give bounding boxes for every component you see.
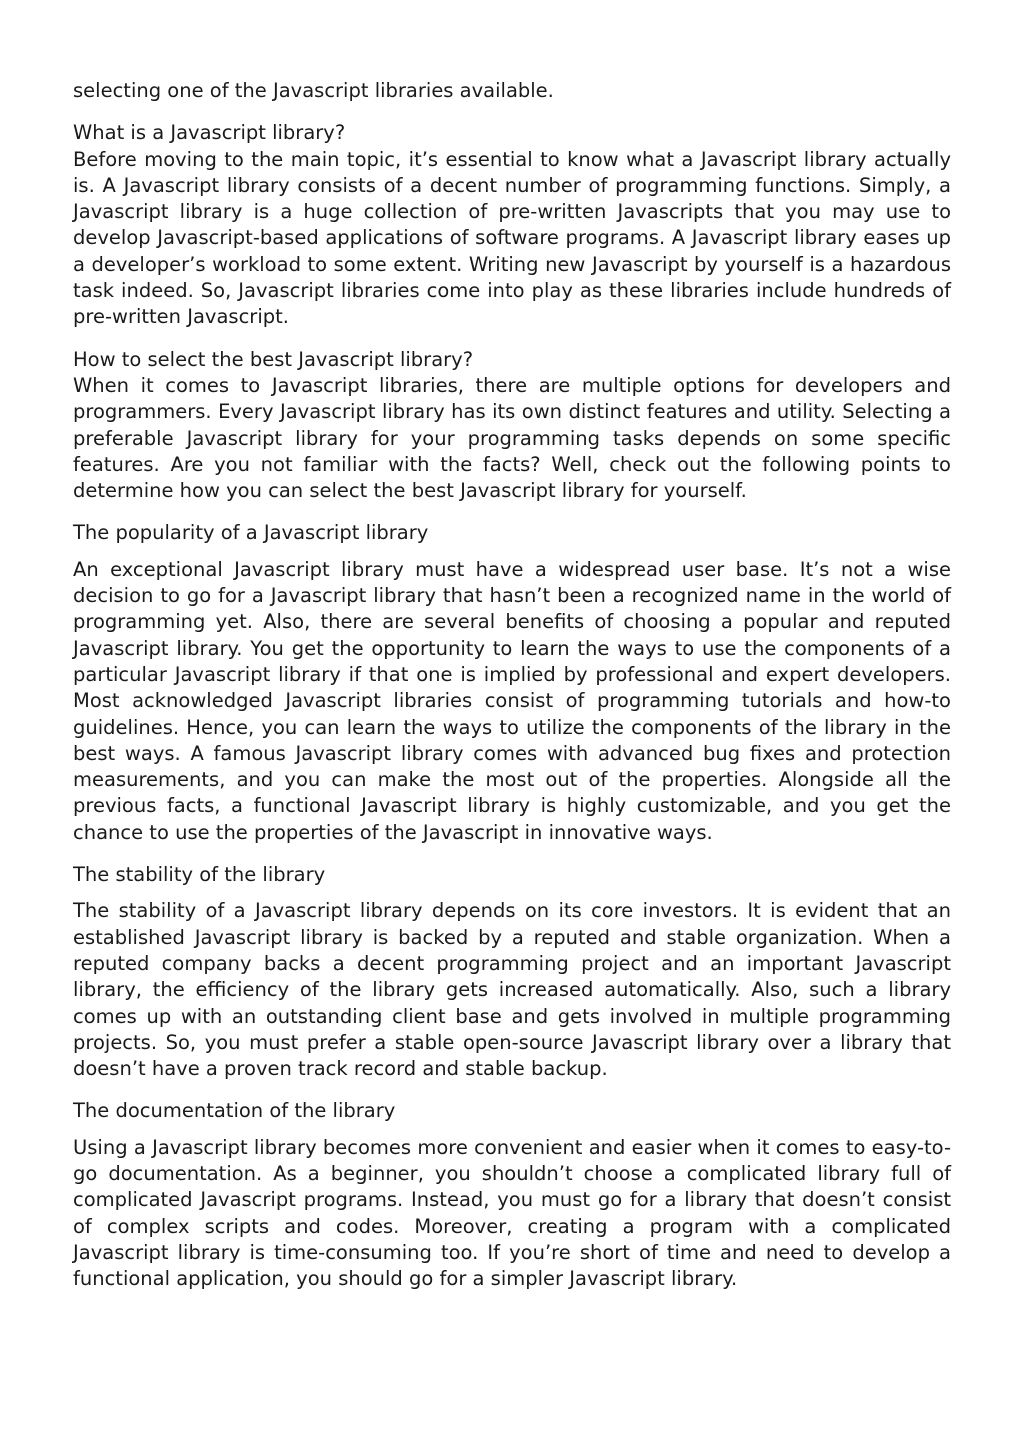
section-what-body: Before moving to the main topic, it’s essential to know what a Javascript library actually is. A Javascript library consists of a decent number of programming functions. Simply, a Javascript library is a huge collection of pre-written Javascripts that you may use to develop Javascript-based applications of software programs. A Javascript library eases up a developer’s workload to some extent. Writing new Javascript by yourself is a hazardous task indeed. So, Javascript libraries come into play as these libraries include hundreds of pre-written Javascript. [73,147,951,329]
section-stability-heading: The stability of the library [73,863,326,887]
section-documentation-heading: The documentation of the library [73,1099,396,1123]
section-what-heading: What is a Javascript library? [73,121,346,145]
section-documentation [73,1098,951,1292]
section-documentation-body: Using a Javascript library becomes more convenient and easier when it comes to easy-to-go documentation. As a beginner, you shouldn’t choose a complicated library full of complicated Javascript programs. Instead, you must go for a library that doesn’t consist of complex scripts and codes. Moreover, creating a program with a complicated Javascript library is time-consuming too. If you’re short of time and need to develop a functional application, you should go for a simpler Javascript library. [73,1135,951,1291]
section-how-to-select [73,347,951,505]
intro-tail-text: selecting one of the Javascript libraries available. [73,79,554,102]
section-popularity-body: An exceptional Javascript library must have a widespread user base. It’s not a wise decision to go for a Javascript library that hasn’t been a recognized name in the world of programming yet. Also, there are several benefits of choosing a popular and reputed Javascript library. You get the opportunity to learn the ways to use the components of a particular Javascript library if that one is implied by professional and expert developers. Most acknowledged Javascript libraries consist of programming tutorials and how-to guidelines. Hence, you can learn the ways to utilize the components of the library in the best ways. A famous Javascript library comes with advanced bug fixes and protection measurements, and you can make the most out of the properties. Alongside all the previous facts, a functional Javascript library is highly customizable, and you get the chance to use the properties of the Javascript in innovative ways. [73,557,951,844]
section-popularity-heading: The popularity of a Javascript library [73,521,429,545]
section-what-is-library [73,120,951,330]
section-popularity [73,520,951,846]
section-stability [73,862,951,1082]
section-how-heading: How to select the best Javascript library? [73,347,474,371]
section-stability-body: The stability of a Javascript library depends on its core investors. It is evident that an established Javascript library is backed by a reputed and stable organization. When a reputed company backs a decent programming project and an important Javascript library, the efficiency of the library gets increased automatically. Also, such a library comes up with an outstanding client base and gets involved in multiple programming projects. So, you must prefer a stable open-source Javascript library over a library that doesn’t have a proven track record and stable backup. [73,899,951,1081]
section-how-body: When it comes to Javascript libraries, there are multiple options for developers and programmers. Every Javascript library has its own distinct features and utility. Selecting a preferable Javascript library for your programming tasks depends on some specific features. Are you not familiar with the facts? Well, check out the following points to determine how you can select the best Javascript library for yourself. [73,373,951,503]
document-page [73,78,951,1308]
